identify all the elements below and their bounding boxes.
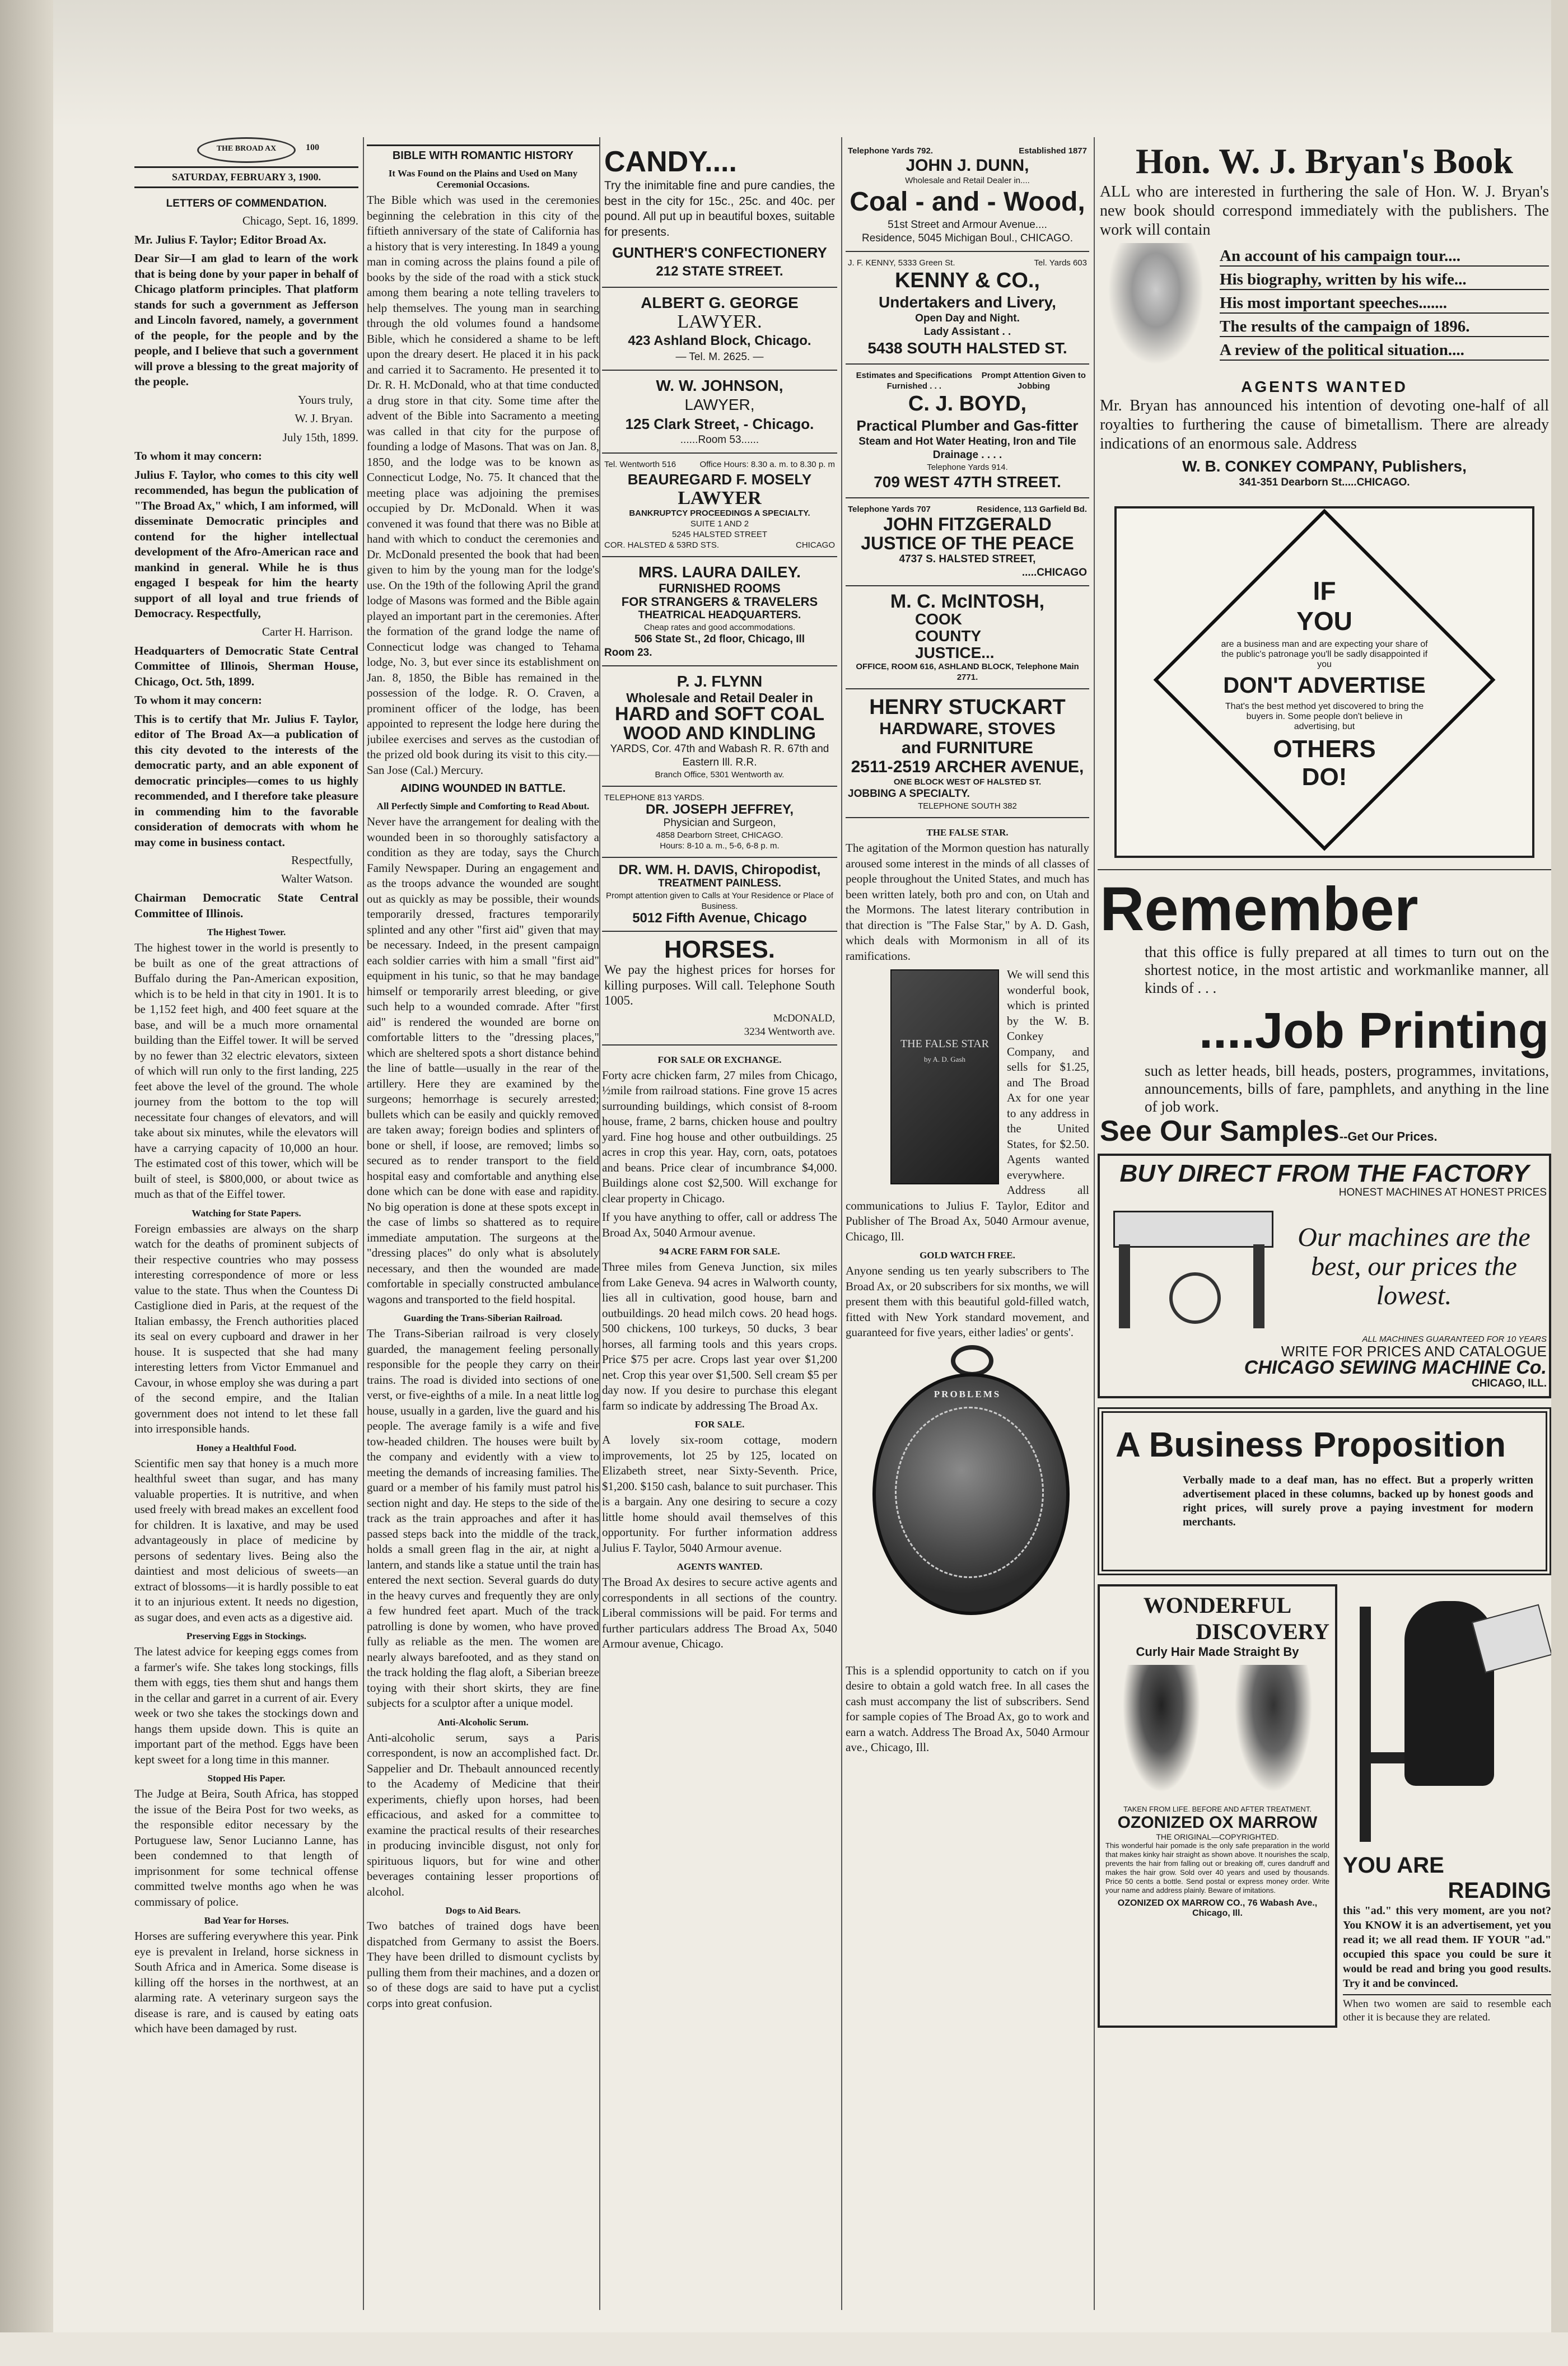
- honey-title: Honey a Healthful Food.: [196, 1442, 297, 1453]
- rem-body: that this office is fully prepared at all times to turn out on the shortest notice, in the most artistic and workmanlike manner, all kinds of . . .: [1145, 944, 1549, 996]
- jeffrey-name: DR. JOSEPH JEFFREY,: [645, 802, 794, 817]
- letter2-body: Julius F. Taylor, who comes to this city well recommended, has begun the publication of "The Broad Ax," which, I am informed, will disseminate Democratic principles and contend for the higher intellectual development of the Afro-American race and mankind in general. While he is thus engaged I bespeak for him the hearty support of all loyal and true friends of Democracy. Respectfully,: [134, 468, 358, 620]
- read-foot: When two women are said to resemble each other it is because they are related.: [1343, 1994, 1551, 2024]
- dunn-ad: [846, 140, 1089, 251]
- letters-title: LETTERS OF COMMENDATION.: [166, 198, 327, 209]
- flynn-line3: WOOD AND KINDLING: [623, 723, 816, 743]
- letter3-signature: Walter Watson.: [281, 872, 353, 885]
- bryan-item-2: His biography, written by his wife...: [1220, 270, 1549, 290]
- bible-subtitle: It Was Found on the Plains and Used on Many Ceremonial Occasions.: [388, 168, 578, 190]
- for-sale-body: A lovely six-room cottage, modern improvements, lot 25 by 125, located on Elizabeth street, near Sixty-Seventh. Price, $1,200. $150 cash, balance to suit purchaser. This is a bargain. Any one desiring to secure a cozy little home should avail themselves of this opportunity. For further information address Julius F. Taylor, 5040 Armour avenue.: [602, 1433, 837, 1555]
- mosely-specialty: BANKRUPTCY PROCEEDINGS A SPECIALTY.: [629, 508, 810, 518]
- sew-title: BUY DIRECT FROM THE FACTORY: [1119, 1160, 1529, 1187]
- letter3-head: Headquarters of Democratic State Central Committee of Illinois, Sherman House, Chicago, Oct. 5th, 1899.: [134, 643, 358, 688]
- boyd-line2: Prompt Attention Given to Jobbing: [981, 371, 1086, 391]
- bible-body: The Bible which was used in the ceremonies beginning the celebration in this city of the fiftieth anniversary of the state of California has a history that is very interesting. In 1849 a young man in coming across the plains found a pile of books by the side of the road with a stick stuck among them bearing a note telling travelers to help themselves. The young man in searching through the old volumes found a handsome Bible, which he considered a shame to be left upon the dreary desert. He placed it in his pack and carried it to Sacramento. He presented it to Dr. R. H. McDonald, who at that time conducted a drug store in that city. Some time after the advent of the Bible into Sacramento a meeting was called in that city for the purpose of founding a lodge of Masons. That was on Jan. 8, 1850, and the lodge was to be known as Connecticut Lodge, No. 75. It chanced that the meeting place was adjoining the premises occupied by Dr. McDonald. When it was convened it was found that there was no Bible at hand with which to conduct the ceremonies and Dr. McDonald presented the book that had been given to him by the young man for the lodge's use. On the 19th of the following April the grand lodge of Masons was formed and the Bible again played an important part in the ceremonies. After the formation of the grand lodge the name of Connecticut lodge was changed to Tehama lodge, No. 3, but ever since its establishment on Jan. 8, 1850, the Bible has remained in the possession of the lodge. R. O. Craven, a prominent officer of the lodge, has been appointed to represent the lodge here during the jubilee exercises and serves as the custodian of the prized old book during its visit to this city.—San Jose (Cal.) Mercury.: [367, 193, 599, 777]
- sew-line3: ALL MACHINES GUARANTEED FOR 10 YEARS: [1362, 1334, 1547, 1344]
- kenny-name: KENNY & CO.,: [894, 269, 1040, 292]
- read-reading: READING: [1448, 1878, 1551, 1903]
- mosely-tel: Tel. Wentworth 516: [604, 460, 676, 469]
- dailey-address: 506 State St., 2d floor, Chicago, Ill: [634, 633, 805, 645]
- letter1-signature: W. J. Bryan.: [295, 411, 353, 425]
- letter3-title: Chairman Democratic State Central Committee of Illinois.: [134, 891, 358, 920]
- sew-line5: CHICAGO SEWING MACHINE Co.: [1244, 1357, 1547, 1378]
- dunn-est: Established 1877: [1019, 146, 1087, 156]
- hair-title2: DISCOVERY: [1196, 1619, 1329, 1644]
- sew-line1: HONEST MACHINES AT HONEST PRICES: [1338, 1187, 1547, 1198]
- wounded-body: Never have the arrangement for dealing with the wounded been in so thoroughly satisfactory a condition as they are today, says the Church Family Newspaper. During an engagement and as the troops advance the wounded are sought out as quickly as may be possible, their wounds temporarily dressed, fractures temporarily splinted and any other "first aid" given that may be necessary. Indeed, in the present campaign each soldier carries with him a small "first aid" equipment in his tunic, so that he may bandage himself or temporarily arrest bleeding, or give such help to a wounded comrade. After "first aid" is rendered the wounded are borne on comfortable litters to the "dressing places," which are sheltered spots a short distance behind the line of battle—usually in the rear of the artillery. Here they are examined by the surgeons; hemorrhage is securely arrested; bullets which can be easily and quickly removed are taken away; foreign bodies and splinters of bone or shell, if loose, are removed; limbs so secured as to render transport to the field hospital easy and comfortable and anything else done which can be done with ease and rapidity. No big operation is done at these spots except in the case of limbs so shattered as to require immediate amputation. The surgeons at the "dressing places" do only what is absolutely necessary, and then the wounded are made comfortable in specially constructed ambulance wagons and transported to the field hospital.: [367, 815, 599, 1306]
- mosely-suite: SUITE 1 AND 2: [690, 519, 749, 529]
- mc-line2: COUNTY: [915, 627, 982, 645]
- rail-title: Guarding the Trans-Siberian Railroad.: [403, 1313, 563, 1323]
- george-title: LAWYER.: [677, 311, 762, 332]
- fitz-res: Residence, 113 Garfield Bd.: [977, 505, 1087, 514]
- papers-title: Watching for State Papers.: [192, 1207, 301, 1219]
- eggs-title: Preserving Eggs in Stockings.: [186, 1631, 307, 1641]
- dogs-title: Dogs to Aid Bears.: [445, 1905, 521, 1916]
- column-4: [846, 140, 1089, 2313]
- sew-line6: CHICAGO, ILL.: [1471, 1378, 1547, 1389]
- dailey-line2: FOR STRANGERS & TRAVELERS: [621, 595, 818, 609]
- letter3-to: To whom it may concern:: [134, 693, 262, 707]
- johnson-title: LAWYER,: [684, 396, 755, 413]
- wounded-subtitle: All Perfectly Simple and Comforting to Read About.: [376, 801, 590, 811]
- horses-ad: [602, 931, 837, 1044]
- bryan-item-3: His most important speeches.......: [1220, 293, 1549, 314]
- bryan-agents: AGENTS WANTED: [1241, 378, 1408, 395]
- flynn-line5: Branch Office, 5301 Wentworth av.: [655, 770, 785, 780]
- mosely-name: BEAUREGARD F. MOSELY: [627, 471, 812, 488]
- farm-title: 94 ACRE FARM FOR SALE.: [659, 1246, 780, 1257]
- false-star-book-image: [890, 969, 999, 1184]
- business-proposition-ad: [1098, 1407, 1551, 1575]
- farm-body: Three miles from Geneva Junction, six miles from Lake Geneva. 94 acres in Walworth county, lies all in cultivation, good house, barn and outbuildings. 20 head milch cows. 20 head hogs. 500 chickens, 100 turkeys, 50 ducks, 3 bear horses, all farming tools and this years crops. Price $75 per acre. Crops last year over $1,200 net. Crop this year over $1,500. Sell cream $5 per day now. If you desire to purchase this elegant farm so indicate by addressing The Broad Ax.: [602, 1260, 837, 1412]
- rem-title: Remember: [1100, 875, 1418, 944]
- letter1-date: Chicago, Sept. 16, 1899.: [242, 214, 358, 227]
- mosely-city: CHICAGO: [795, 540, 835, 550]
- stuck-line5: JOBBING A SPECIALTY.: [848, 788, 970, 800]
- stuck-line3: 2511-2519 ARCHER AVENUE,: [851, 758, 1084, 776]
- horses-article-body: Horses are suffering everywhere this year. Pink eye is prevalent in Ireland, horse sickness in South Africa and in America. Some disease is killing off the horses in the northwest, at an alarming rate. A veterinary surgeon says the disease is rare, and is caused by eating oats which have been damaged by rust.: [134, 1929, 358, 2035]
- reading-man-image: [1343, 1584, 1551, 1853]
- rail-body: The Trans-Siberian railroad is very closely guarded, the management feeling personally responsible for the people they carry on their trains. The road is divided into sections of one verst, or five-eighths of a mile. In a neat little log house, usually in a garden, live the guard and his people. The average family is a wife and five tow-headed children. The houses were built by the company and evidently with a view to meeting the demands of increasing families. The guard or a member of his family must patrol his section night and day. He steps to the side of the track as the train approaches and after it has passed steps back into the middle of the track, holds a small green flag in the air, at night a lantern, and stands like a statue until the train has entered the next section. Several guards do duty in the heavy curves and frequently they are only a few hundred feet apart. Much of the track patrolling is done by women, who have proved fully as reliable as the men. The women are nearly always barefooted, and as they stand on the track holding the flag aloft, a Siberian breeze toying with their short skirts, they are fine subjects for a sculptor after a unique model.: [367, 1327, 599, 1710]
- dailey-ad: [602, 556, 837, 665]
- watch-brand: PROBLEMS: [934, 1388, 1001, 1399]
- masthead-date: SATURDAY, FEBRUARY 3, 1900.: [171, 171, 321, 183]
- sale-body2: If you have anything to offer, call or address The Broad Ax, 5040 Armour avenue.: [602, 1210, 837, 1239]
- letter1-body: Dear Sir—I am glad to learn of the work that is being done by your paper in behalf of Chicago platform principles. That platform stands for such a government as Jefferson and Lincoln favored, namely, a government of the people, for the people and by the people, and I believe that such a government will prove a blessing to the great majority of the people.: [134, 251, 358, 388]
- letter1-close: Yours truly,: [297, 393, 353, 407]
- fitz-name: JOHN FITZGERALD: [883, 514, 1052, 534]
- top-margin: [0, 0, 1568, 129]
- johnson-ad: [602, 370, 837, 452]
- read-you: YOU ARE: [1343, 1853, 1444, 1878]
- pocket-watch-image: [861, 1345, 1074, 1659]
- ox-marrow-ad: [1098, 1584, 1337, 2028]
- george-ad: [602, 287, 837, 370]
- fitz-city: .....CHICAGO: [1021, 567, 1087, 578]
- adv-others: OTHERS: [1273, 735, 1376, 763]
- watch-title: GOLD WATCH FREE.: [920, 1250, 1015, 1261]
- dailey-room: Room 23.: [604, 647, 652, 659]
- candy-body: Try the inimitable fine and pure candies, the best in the city for 15c., 25c. and 40c. per pound. All put up in beautiful boxes, suitable for presents.: [604, 179, 835, 239]
- column-3: [602, 140, 837, 2313]
- flynn-line2: HARD and SOFT COAL: [615, 703, 824, 725]
- adv-dont: DON'T ADVERTISE: [1223, 673, 1426, 698]
- mosely-ad: [602, 452, 837, 556]
- boyd-line4: Steam and Hot Water Heating, Iron and Tile Drainage . . . .: [858, 436, 1076, 461]
- mc-line4: OFFICE, ROOM 616, ASHLAND BLOCK, Telephone Main 2771.: [856, 662, 1079, 682]
- boyd-ad: [846, 363, 1089, 497]
- advertise-box: [1114, 506, 1534, 858]
- star-body: The agitation of the Mormon question has naturally aroused some interest in the minds of all classes of people throughout the United States, and much has been written lately, both pro and con, on Utah and the Mormons. The latest literary contribution in that direction is "The False Star," by A. D. Gash, which deals with Mormonism in all of its ramifications.: [846, 841, 1089, 963]
- davis-address: 5012 Fifth Avenue, Chicago: [632, 911, 807, 926]
- fitzgerald-ad: [846, 497, 1089, 585]
- book-title: THE FALSE STAR: [900, 1038, 990, 1050]
- sew-line4: WRITE FOR PRICES AND CATALOGUE: [1281, 1343, 1547, 1360]
- stopped-body: The Judge at Beira, South Africa, has stopped the issue of the Beira Post for two weeks, as the responsible editor necessary by the Portuguese law, Senor Lucianno Lanne, has been condemned to that length of imprisonment for some technical offense committed twelve months ago when he was commissary of police.: [134, 1787, 358, 1908]
- candy-address: 212 STATE STREET.: [656, 264, 783, 279]
- stuck-line2: and FURNITURE: [902, 739, 1033, 757]
- adv-line1: are a business man and are expecting your share of the public's patronage you'll be sadly disappointed if you: [1221, 640, 1428, 669]
- dunn-line1: Wholesale and Retail Dealer in....: [905, 176, 1030, 185]
- dunn-tel: Telephone Yards 792.: [848, 146, 934, 156]
- bryan-publisher: W. B. CONKEY COMPANY, Publishers,: [1182, 458, 1467, 475]
- bryan-address: 341-351 Dearborn St.....CHICAGO.: [1239, 477, 1410, 488]
- masthead-logo: THE BROAD AX: [197, 137, 296, 163]
- hair-title1: WONDERFUL: [1143, 1593, 1292, 1618]
- george-tel: — Tel. M. 2625. —: [675, 351, 764, 363]
- johnson-address: 125 Clark Street, - Chicago.: [625, 416, 814, 432]
- kenny-line3: Lady Assistant . .: [923, 326, 1011, 338]
- read-body: this "ad." this very moment, are you not? You KNOW it is an advertisement, yet you read it; we all read them. IF YOUR "ad." occupied this space you could be sure it would be read and bring you good results. Try it and be convinced.: [1343, 1905, 1551, 1990]
- boyd-line5: Telephone Yards 914.: [927, 463, 1008, 472]
- davis-line2: Prompt attention given to Calls at Your Residence or Place of Business.: [605, 891, 834, 911]
- bryan-item-5: A review of the political situation....: [1220, 340, 1549, 361]
- dunn-line2: 51st Street and Armour Avenue....: [888, 219, 1047, 231]
- reading-ad: [1337, 1584, 1551, 2028]
- column-2: [367, 140, 599, 2313]
- bryan-body: ALL who are interested in furthering the sale of Hon. W. J. Bryan's new book should correspond immediately with the publishers. The work will contain: [1100, 183, 1549, 239]
- sale-title: FOR SALE OR EXCHANGE.: [657, 1054, 782, 1065]
- bryan-book-ad: [1098, 140, 1551, 495]
- george-address: 423 Ashland Block, Chicago.: [628, 333, 811, 348]
- dailey-name: MRS. LAURA DAILEY.: [638, 563, 801, 581]
- bryan-title: Hon. W. J. Bryan's Book: [1136, 141, 1513, 181]
- masthead-number: 100: [306, 143, 319, 152]
- dunn-big: Coal - and - Wood,: [850, 187, 1085, 217]
- watch-body: Anyone sending us ten yearly subscribers to The Broad Ax, or 20 subscribers for six months, we will present them with this beautiful gold-filled watch, fitted with New York standard movement, and guaranteed for five years, either ladies' or gents'.: [846, 1264, 1089, 1339]
- dunn-name: JOHN J. DUNN,: [906, 156, 1029, 175]
- sew-line2: Our machines are the best, our prices the lowest.: [1298, 1222, 1530, 1310]
- fitz-line1: JUSTICE OF THE PEACE: [861, 533, 1074, 553]
- letter3-body: This is to certify that Mr. Julius F. Taylor, editor of The Broad Ax—a publication of this city devoted to the interests of the democratic party, and an able exponent of democratic principles—comes to us highly recommended, and I therefore take pleasure in commending him to the favorable consideration of democrats with whom he may come in business contact.: [134, 712, 358, 849]
- dailey-line3: THEATRICAL HEADQUARTERS.: [638, 609, 801, 621]
- star-title: THE FALSE STAR.: [926, 827, 1009, 838]
- dailey-line1: FURNISHED ROOMS: [659, 581, 781, 595]
- mc-name: M. C. McINTOSH,: [890, 591, 1045, 612]
- george-name: ALBERT G. GEORGE: [641, 294, 799, 311]
- hair-line2: TAKEN FROM LIFE. BEFORE AND AFTER TREATMENT.: [1123, 1805, 1312, 1813]
- biz-body: Verbally made to a deaf man, has no effect. But a properly written advertisement placed in these columns, backed up by honest goods and right prices, will surely prove a paying investment for modern merchants.: [1183, 1474, 1533, 1528]
- bryan-body2: Mr. Bryan has announced his intention of devoting one-half of all royalties to furthering the cause of bimetallism. There are already indications of an enormous sale. Address: [1100, 397, 1549, 452]
- davis-name: DR. WM. H. DAVIS, Chiropodist,: [618, 862, 821, 878]
- candy-title: CANDY....: [604, 146, 737, 178]
- rem-see: See Our Samples: [1100, 1115, 1340, 1147]
- job-printing-ad: [1098, 869, 1551, 1149]
- book-author: by A. D. Gash: [923, 1055, 966, 1063]
- johnson-room: ......Room 53......: [680, 434, 759, 446]
- jeffrey-tel: TELEPHONE 813 YARDS.: [604, 793, 704, 802]
- star-body2: We will send this wonderful book, which is printed by the W. B. Conkey Company, and sells for $1.25, and The Broad Ax for one year to any address in the United States, for $2.50. Agents wanted everywhere. Address all communications to Julius F. Taylor, Editor and Publisher of The Broad Ax, 5040 Armour avenue, Chicago, Ill.: [846, 968, 1089, 1243]
- letter1-to: Mr. Julius F. Taylor; Editor Broad Ax.: [134, 232, 326, 246]
- for-sale-title: FOR SALE.: [694, 1419, 745, 1430]
- kenny-ad: [846, 251, 1089, 363]
- column-1: [134, 193, 358, 2366]
- hair-line4: This wonderful hair pomade is the only safe preparation in the world that makes kinky hair straight as shown above. It nourishes the scalp, prevents the hair from falling out or breaking off, cures dandruff and makes the hair grow. Sold over 40 years and used by thousands. Price 50 cents a bottle. Send postal or express money order. Write your name and address plainly. Beware of imitations.: [1105, 1841, 1329, 1894]
- flynn-name: P. J. FLYNN: [676, 673, 763, 690]
- stuck-line4: ONE BLOCK WEST OF HALSTED ST.: [893, 777, 1042, 787]
- adv-you: YOU: [1296, 606, 1352, 636]
- biz-title: A Business Proposition: [1116, 1426, 1506, 1464]
- stuck-line6: TELEPHONE SOUTH 382: [918, 801, 1017, 811]
- sewing-machine-image: [1102, 1200, 1281, 1334]
- mosely-corner: COR. HALSTED & 53RD STS.: [604, 540, 720, 550]
- horses-article-title: Bad Year for Horses.: [204, 1915, 289, 1926]
- flynn-line1: Wholesale and Retail Dealer in: [626, 690, 813, 705]
- stuck-line1: HARDWARE, STOVES: [879, 720, 1056, 738]
- adv-if: IF: [1313, 576, 1336, 605]
- hair-name: OZONIZED OX MARROW: [1117, 1813, 1318, 1832]
- davis-ad: [602, 857, 837, 931]
- letter3-close: Respectfully,: [291, 853, 353, 867]
- bryan-portrait: [1100, 243, 1212, 377]
- sewing-machine-ad: [1098, 1154, 1551, 1398]
- kenny-line1: Undertakers and Livery,: [879, 293, 1056, 311]
- sale-body: Forty acre chicken farm, 27 miles from Chicago, ½mile from railroad stations. Fine grove 15 acres surrounding buildings, which consist of 8-room house, frame, 2 barns, chicken house and poultry yard. Fine hog house and other outbuildings. 25 acres in crop this year. Hay, corn, oats, potatoes and beans. Price clear of incumbrance $4,000. Buildings alone cost $2,500. Will exchange for clear property in Chicago.: [602, 1068, 837, 1205]
- watch-body2: This is a splendid opportunity to catch on if you desire to obtain a gold watch free. In all cases the cash must accompany the list of subscribers. Send for sample copies of The Broad Ax, go to work and earn a watch. Address The Broad Ax, 5040 Armour ave., Chicago, Ill.: [846, 1663, 1089, 1754]
- candy-name: GUNTHER'S CONFECTIONERY: [612, 244, 827, 261]
- hair-line1: Curly Hair Made Straight By: [1136, 1645, 1299, 1659]
- after-portrait: [1231, 1665, 1315, 1799]
- jeffrey-address: 4858 Dearborn Street, CHICAGO.: [656, 830, 783, 840]
- dailey-line4: Cheap rates and good accommodations.: [643, 623, 796, 632]
- horses-ad-sig2: 3234 Wentworth ave.: [744, 1025, 835, 1038]
- dogs-body: Two batches of trained dogs have been dispatched from Germany to assist the Boers. They have been drilled to dismount cyclists by pulling them from their machines, and a dozen or so of these dogs are said to have put a cyclist corps into great confusion.: [367, 1919, 599, 2010]
- left-margin-binding: [0, 0, 53, 2332]
- kenny-line2: Open Day and Night.: [915, 312, 1020, 324]
- column-5: [1098, 140, 1551, 2313]
- agents-title: AGENTS WANTED.: [676, 1561, 763, 1572]
- tower-title: The Highest Tower.: [207, 927, 286, 937]
- hair-line3: THE ORIGINAL—COPYRIGHTED.: [1156, 1832, 1279, 1841]
- dunn-line3: Residence, 5045 Michigan Boul., CHICAGO.: [861, 232, 1073, 244]
- rem-job: ....Job Printing: [1199, 1003, 1549, 1059]
- rem-body2: such as letter heads, bill heads, posters, programmes, invitations, announcements, bills of fare, pamphlets, and anything in the line of job work.: [1145, 1062, 1549, 1115]
- right-margin: [1551, 0, 1568, 2332]
- davis-line1: TREATMENT PAINLESS.: [658, 878, 781, 889]
- mc-line3: JUSTICE...: [915, 644, 995, 661]
- flynn-line4: YARDS, Cor. 47th and Wabash R. R. 67th and Eastern Ill. R.R.: [610, 743, 829, 768]
- johnson-name: W. W. JOHNSON,: [656, 377, 783, 394]
- agents-body: The Broad Ax desires to secure active agents and correspondents in all sections of the country. Liberal commissions will be paid. For terms and further particulars address The Broad Ax, 5040 Armour avenue, Chicago.: [602, 1575, 837, 1650]
- flynn-ad: [602, 665, 837, 786]
- stuck-name: HENRY STUCKART: [869, 696, 1066, 719]
- boyd-line3: Practical Plumber and Gas-fitter: [856, 417, 1079, 434]
- adv-line2: That's the best method yet discovered to bring the buyers in. Some people don't believe in advertising, but: [1225, 702, 1424, 731]
- serum-body: Anti-alcoholic serum, says a Paris correspondent, is now an accomplished fact. Dr. Sappelier and Dr. Thebault announced recently to the Academy of Medicine that their experiments, chiefly upon horses, had been efficacious, and asked for a committee to examine the practical results of their researches in producing invincible disgust, not only for spirituous liquors, but for wine and other beverages containing lesser proportions of alcohol.: [367, 1730, 599, 1898]
- fitz-tel: Telephone Yards 707: [848, 505, 931, 514]
- mosely-hours: Office Hours: 8.30 a. m. to 8.30 p. m: [699, 460, 835, 469]
- rem-prices: --Get Our Prices.: [1339, 1130, 1438, 1144]
- boyd-name: C. J. BOYD,: [908, 392, 1027, 416]
- horses-ad-sig1: McDONALD,: [773, 1012, 835, 1024]
- bryan-item-4: The results of the campaign of 1896.: [1220, 317, 1549, 337]
- tower-body: The highest tower in the world is presently to be built as one of the great attractions of Buffalo during the Pan-American exposition, which is to be held in that city in 1901. It is to be 1,152 feet high, and 400 feet square at the base, and will be a much more ornamental building than the Eiffel tower. It will be served by no fewer than 32 electric elevators, sixteen of which will run only to the first landing, 225 feet above the level of the ground. The whole journey from the bottom to the top will necessitate four changes of elevators, and will take about six minutes, while the elevators will have a carrying capacity of 10,000 an hour. The estimated cost of this tower, which will be built of steel, is $800,000, or about twice as much as that of the Eiffel tower.: [134, 941, 358, 1201]
- jeffrey-title: Physician and Surgeon,: [663, 817, 776, 829]
- letter2-signature: Carter H. Harrison.: [262, 624, 353, 638]
- kenny-address: 5438 SOUTH HALSTED ST.: [867, 339, 1067, 357]
- mosely-title: LAWYER: [678, 488, 762, 508]
- honey-body: Scientific men say that honey is a much more healthful sweet than sugar, and has many valuable properties. It is nutritive, and when used freely with bread makes an excellent food for children. It is laxative, and may be used advantageously in place of medicine by persons of sedentary lives. Being also the daintiest and most delicious of sweets—an extract of blossoms—it is hardly possible to eat it to an injurious extent. It needs no digestion, as sugar does, and even acts as a digestive aid.: [134, 1456, 358, 1624]
- kenny-top: J. F. KENNY, 5333 Green St.: [848, 258, 955, 268]
- horses-ad-body: We pay the highest prices for horses for killing purposes. Will call. Telephone South 1005.: [604, 963, 835, 1007]
- kenny-tel: Tel. Yards 603: [1034, 258, 1087, 268]
- boyd-line1: Estimates and Specifications Furnished . . .: [856, 371, 973, 391]
- wounded-title: AIDING WOUNDED IN BATTLE.: [400, 782, 566, 795]
- stopped-title: Stopped His Paper.: [207, 1773, 286, 1784]
- papers-body: Foreign embassies are always on the sharp watch for the deaths of prominent subjects of their respective countries who may possess interesting correspondence of more or less value to the state. Thus when the Countess Di Castiglione died in Paris, at the request of the Italian embassy, the French authorities placed its seal on every cupboard and drawer in her house. It is suspected that she had many interesting letters from Victor Emmanuel and Cavour, in whose employ she was during a part of the second empire, and the Italian government does not intend to let these fall into irresponsible hands.: [134, 1221, 358, 1435]
- bryan-item-1: An account of his campaign tour....: [1220, 246, 1549, 267]
- mc-line1: COOK: [915, 610, 962, 628]
- eggs-body: The latest advice for keeping eggs comes from a farmer's wife. She takes long stockings, fills them with eggs, ties them shut and hangs them in the cellar and garret in a current of air. Every week or two she takes the stockings down and hangs them upside down. This is quite an important part of the method. Eggs have been kept sweet for a long time in this manner.: [134, 1645, 358, 1766]
- letter2-date: July 15th, 1899.: [282, 430, 358, 444]
- horses-ad-title: HORSES.: [664, 936, 776, 963]
- stuckart-ad: [846, 688, 1089, 817]
- jeffrey-hours: Hours: 8-10 a. m., 5-6, 6-8 p. m.: [660, 841, 780, 851]
- bible-title: BIBLE WITH ROMANTIC HISTORY: [367, 144, 599, 162]
- before-portrait: [1119, 1665, 1203, 1799]
- letter2-to: To whom it may concern:: [134, 449, 262, 463]
- candy-ad: [602, 140, 837, 287]
- fitz-address: 4737 S. HALSTED STREET,: [899, 553, 1036, 565]
- serum-title: Anti-Alcoholic Serum.: [437, 1716, 529, 1728]
- mosely-address: 5245 HALSTED STREET: [671, 530, 768, 539]
- jeffrey-ad: [602, 786, 837, 857]
- mcintosh-ad: [846, 585, 1089, 688]
- boyd-address: 709 WEST 47TH STREET.: [874, 473, 1061, 491]
- adv-do: DO!: [1301, 763, 1347, 791]
- masthead: [134, 137, 358, 192]
- hair-foot: OZONIZED OX MARROW CO., 76 Wabash Ave., Chicago, Ill.: [1117, 1898, 1318, 1918]
